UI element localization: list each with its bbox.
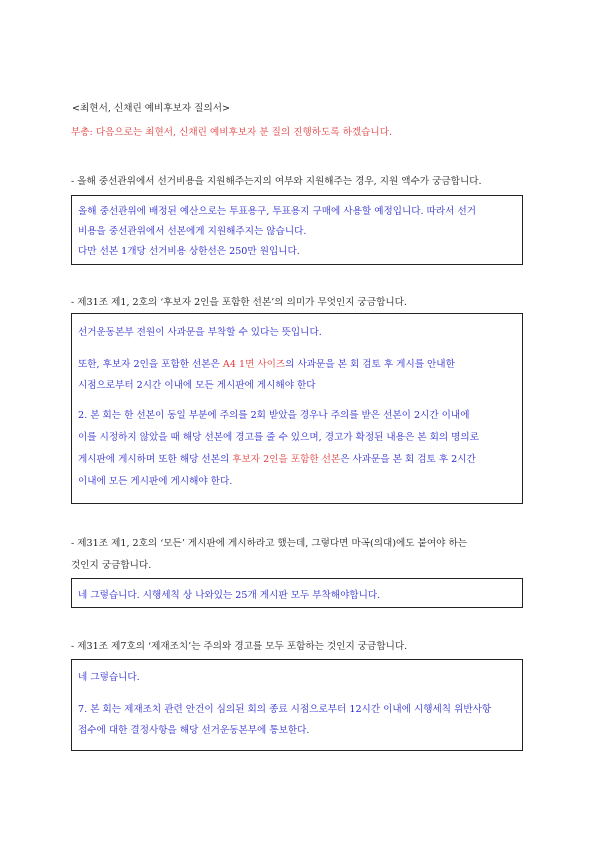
answer-4-line-2: 7. 본 회는 제재조치 관련 안건이 심의된 회의 종료 시점으로부터 12시간 이내에 시행세칙 위반사항 (78, 704, 492, 715)
answer-4-line-3: 접수에 대한 결정사항을 해당 선거운동본부에 통보한다. (78, 725, 310, 736)
answer-box-1 (71, 195, 523, 265)
answer-1-line-3: 다만 선본 1개당 선거비용 상한선은 250만 원입니다. (78, 246, 300, 257)
answer-2-line-2: 또한, 후보자 2인을 포함한 선본은 A4 1면 사이즈의 사과문을 본 회 검토 후 게시를 안내한 (78, 359, 455, 370)
answer-2-line-7: 이내에 모든 게시판에 게시해야 한다. (78, 476, 233, 487)
question-1: - 올해 중선관위에서 선거비용을 지원해주는지의 여부와 지원해주는 경우, 지원 액수가 궁금합니다. (71, 176, 482, 187)
question-4: - 제31조 제7호의 ‘제재조치’는 주의와 경고를 모두 포함하는 것인지 궁금합니다. (71, 641, 408, 652)
question-3-line-2: 것인지 궁금합니다. (71, 560, 152, 571)
notice-text: 부총: 다음으로는 최현서, 신채린 예비후보자 분 질의 진행하도록 하겠습니다. (71, 127, 393, 138)
answer-1-line-1: 올해 중선관위에 배정된 예산으로는 투표용구, 투표용지 구매에 사용할 예정입니다. 따라서 선거 (78, 206, 477, 217)
answer-4-line-1: 네 그렇습니다. (78, 672, 140, 683)
answer-2-line-5: 이를 시정하지 않았을 때 해당 선본에 경고를 줄 수 있으며, 경고가 확정된 내용은 본 회의 명의로 (78, 432, 479, 443)
answer-2-line-1: 선거운동본부 전원이 사과문을 부착할 수 있다는 뜻입니다. (78, 327, 322, 338)
answer-box-4 (71, 659, 523, 751)
answer-2-line-6: 게시판에 게시하며 또한 해당 선본의 후보자 2인을 포함한 선본은 사과문을 본 회 검토 후 2시간 (78, 454, 476, 465)
answer-2-line-4: 2. 본 회는 한 선본이 동일 부분에 주의를 2회 받았을 경우나 주의를 받은 선본이 2시간 이내에 (78, 410, 470, 421)
answer-box-2 (71, 313, 523, 504)
answer-1-line-2: 비용을 중선관위에서 선본에게 지원해주지는 않습니다. (78, 226, 307, 237)
question-3-line-1: - 제31조 제1, 2호의 ‘모든’ 게시판에 게시하라고 했는데, 그렇다면 마곡(의대)에도 붙여야 하는 (71, 538, 467, 549)
document-title: <최현서, 신채린 예비후보자 질의서> (72, 103, 231, 114)
question-2: - 제31조 제1, 2호의 ‘후보자 2인을 포함한 선본’의 의미가 무엇인지 궁금합니다. (71, 297, 407, 308)
answer-box-3 (71, 578, 523, 608)
answer-3-line-1: 네 그렇습니다. 시행세칙 상 나와있는 25개 게시판 모두 부착해야합니다. (78, 590, 381, 601)
answer-2-line-3: 시점으로부터 2시간 이내에 모든 게시판에 게시해야 한다 (78, 380, 316, 391)
